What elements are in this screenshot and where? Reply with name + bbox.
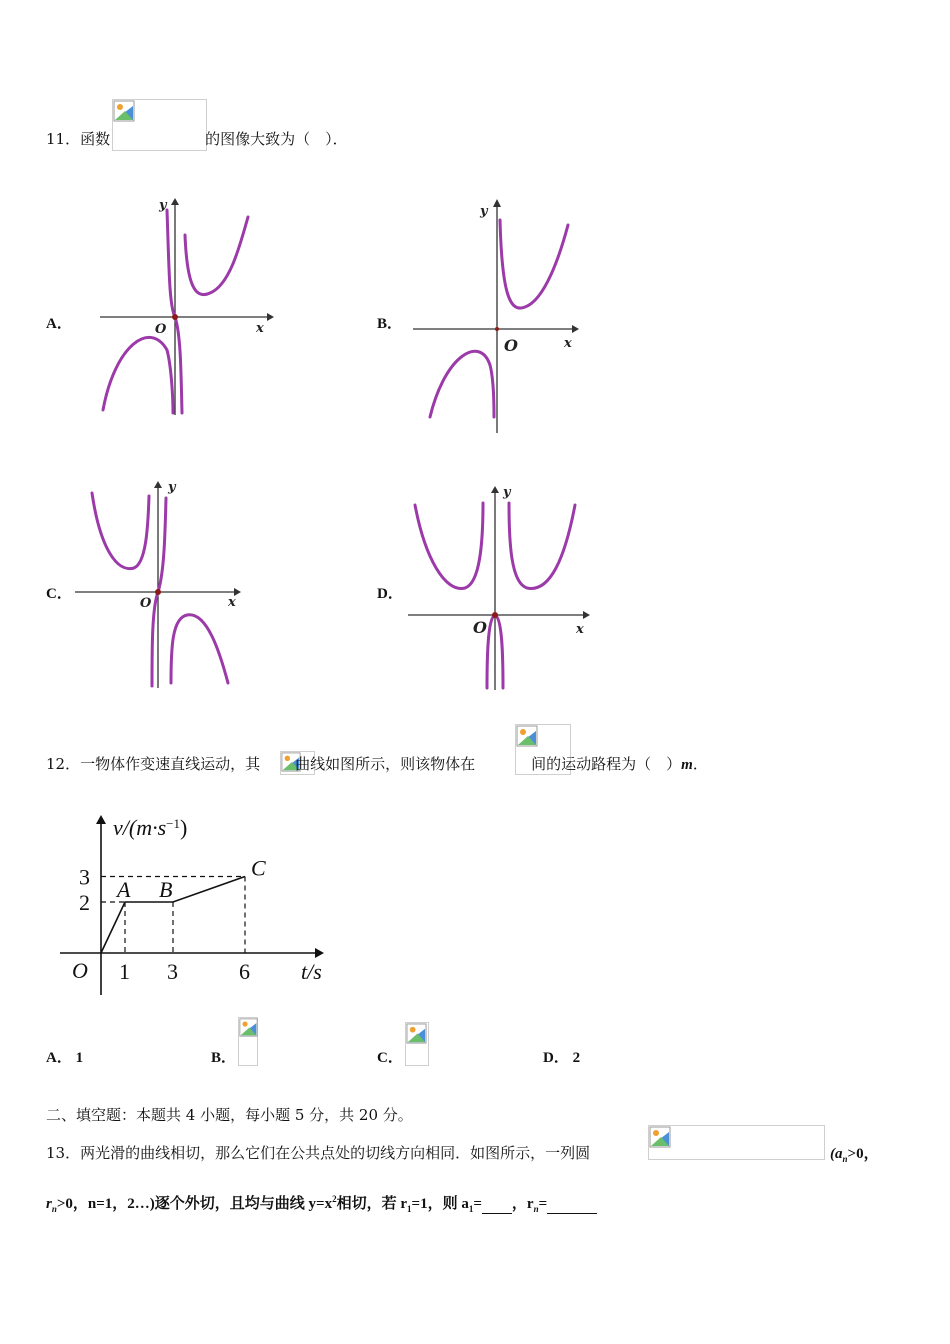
vt-y-tick-label: 3 <box>79 864 90 890</box>
origin-label: O <box>155 322 167 337</box>
y-label: y <box>168 480 176 495</box>
q13-r: r <box>46 1196 52 1212</box>
origin-label: O <box>473 618 487 637</box>
curve-right-lower <box>171 615 228 683</box>
vt-ylabel-close: ) <box>180 815 188 840</box>
vt-y-tick-label: 2 <box>79 890 90 915</box>
q13-line2-rest: >0，n=1，2…)逐个外切，且均与曲线 y=x <box>56 1196 333 1212</box>
curve-right <box>500 220 568 308</box>
q11-graph-b <box>410 195 585 435</box>
q13-line2-rest2: 相切，若 r <box>336 1196 408 1212</box>
q13-a1-sub: 1 <box>468 1204 474 1214</box>
vt-ylabel <box>113 815 187 840</box>
x-label: x <box>256 321 264 336</box>
q11-number: 11． <box>46 130 81 148</box>
q13-blank-a1[interactable] <box>482 1196 512 1214</box>
q12-text-1: 一物体作变速直线运动，其 <box>80 755 261 773</box>
y-label: y <box>503 485 511 500</box>
q13-line-1 <box>46 1142 590 1163</box>
q13-cond-rest: >0， <box>847 1146 879 1162</box>
q12-text-2: 曲线如图所示，则该物体在 <box>295 755 476 773</box>
vt-point-label: B <box>159 877 173 902</box>
q12-option-c-image <box>405 1022 429 1066</box>
vt-marks <box>79 856 266 985</box>
vt-x-tick-label: 6 <box>239 959 250 984</box>
q12-option-b-label: B． <box>211 1050 237 1066</box>
q13-number: 13． <box>46 1144 81 1162</box>
origin-dot <box>492 612 498 618</box>
q13-line-2 <box>46 1192 597 1214</box>
q13-cond-a: (a <box>830 1146 843 1162</box>
x-axis-arrow <box>267 313 274 321</box>
vt-point-label: A <box>117 877 131 902</box>
y-axis-arrow <box>493 199 501 207</box>
origin-label: O <box>140 596 152 611</box>
broken-image-icon <box>516 725 538 747</box>
x-axis-arrow <box>572 325 579 333</box>
y-axis-arrow <box>491 486 499 493</box>
q12-option-a-label: A． <box>46 1050 72 1066</box>
q11-graph-c <box>72 478 247 693</box>
q13-line2-rest3: =1，则 a <box>411 1196 469 1212</box>
vt-x-tick-label: 1 <box>119 959 130 984</box>
q13-rn-sub: n <box>533 1204 539 1214</box>
q13-cond-sub: n <box>842 1154 848 1164</box>
q13-eq2: = <box>538 1196 548 1212</box>
y-axis-arrow <box>154 481 162 488</box>
q12-option-c[interactable] <box>377 1046 403 1067</box>
vt-chart <box>55 810 340 1000</box>
origin-dot <box>172 314 178 320</box>
vt-ylabel-main: v/(m·s <box>113 815 167 840</box>
q11-option-d-label[interactable]: D． <box>377 586 403 602</box>
x-label: x <box>228 595 236 610</box>
curve-left-lower <box>103 337 173 413</box>
q12-option-a-value: 1 <box>75 1050 84 1066</box>
q12-option-c-label: C． <box>377 1050 403 1066</box>
q13-eq: = <box>473 1196 482 1212</box>
vt-point-label: C <box>251 855 266 881</box>
q11-option-b-label[interactable]: B． <box>377 316 403 332</box>
q11-graph-a <box>95 195 275 420</box>
vt-origin: O <box>72 958 88 983</box>
curve-left <box>430 351 494 417</box>
q11-text-before: 函数 <box>80 130 111 148</box>
origin-label: O <box>504 336 518 355</box>
x-label: x <box>576 622 584 637</box>
q12-option-d-label: D． <box>543 1050 569 1066</box>
broken-image-icon <box>239 1018 258 1037</box>
q12-option-b[interactable] <box>211 1046 236 1067</box>
q12-line <box>46 753 708 774</box>
curve-left-upper <box>92 493 149 569</box>
q13-condition <box>830 1142 879 1164</box>
vt-xlabel: t/s <box>301 959 322 984</box>
q11-option-a-label[interactable]: A． <box>46 316 72 332</box>
broken-image-icon <box>406 1023 427 1044</box>
curve-right-upper <box>509 503 575 588</box>
vt-ylabel-sup: −1 <box>166 815 180 831</box>
section2-title: 二、填空题：本题共 4 小题，每小题 5 分，共 20 分。 <box>46 1106 413 1124</box>
vt-x-arrow <box>315 948 324 958</box>
q13-r1-sub: 1 <box>407 1204 412 1214</box>
q13-text-1: 两光滑的曲线相切，那么它们在公共点处的切线方向相同．如图所示，一列圆 <box>80 1144 591 1162</box>
q12-text-3: 间的运动路程为（ ） <box>531 755 682 773</box>
curve-left-upper <box>415 503 483 588</box>
y-label: y <box>159 198 167 213</box>
vt-y-arrow <box>96 815 106 824</box>
y-label: y <box>480 204 488 219</box>
q11-graph-d <box>405 483 590 693</box>
q12-option-a[interactable] <box>46 1046 83 1067</box>
q13-r-sub: n <box>51 1204 57 1214</box>
curve-right-upper <box>185 217 248 295</box>
q12-unit: m <box>681 757 693 773</box>
q13-sup: 2 <box>332 1194 337 1204</box>
broken-image-icon <box>649 1126 671 1148</box>
x-axis-arrow <box>583 611 590 619</box>
x-label: x <box>564 336 572 351</box>
vt-x-tick-label: 3 <box>167 959 178 984</box>
broken-image-icon <box>113 100 135 122</box>
y-axis-arrow <box>171 198 179 205</box>
q12-option-b-image <box>238 1017 258 1066</box>
q13-blank-rn[interactable] <box>547 1196 597 1214</box>
q11-line <box>46 128 348 149</box>
q12-end: ． <box>692 755 708 773</box>
q12-option-d-value: 2 <box>572 1050 581 1066</box>
origin-dot <box>155 589 161 595</box>
formula-image-q13 <box>648 1125 825 1160</box>
q11-option-c-label[interactable]: C． <box>46 586 72 602</box>
origin-dot <box>495 327 499 331</box>
q13-comma: ，r <box>511 1196 534 1212</box>
q12-option-d[interactable] <box>543 1046 580 1067</box>
q11-text-after: 的图像大致为（ ）． <box>205 130 348 148</box>
q12-number: 12． <box>46 755 81 773</box>
